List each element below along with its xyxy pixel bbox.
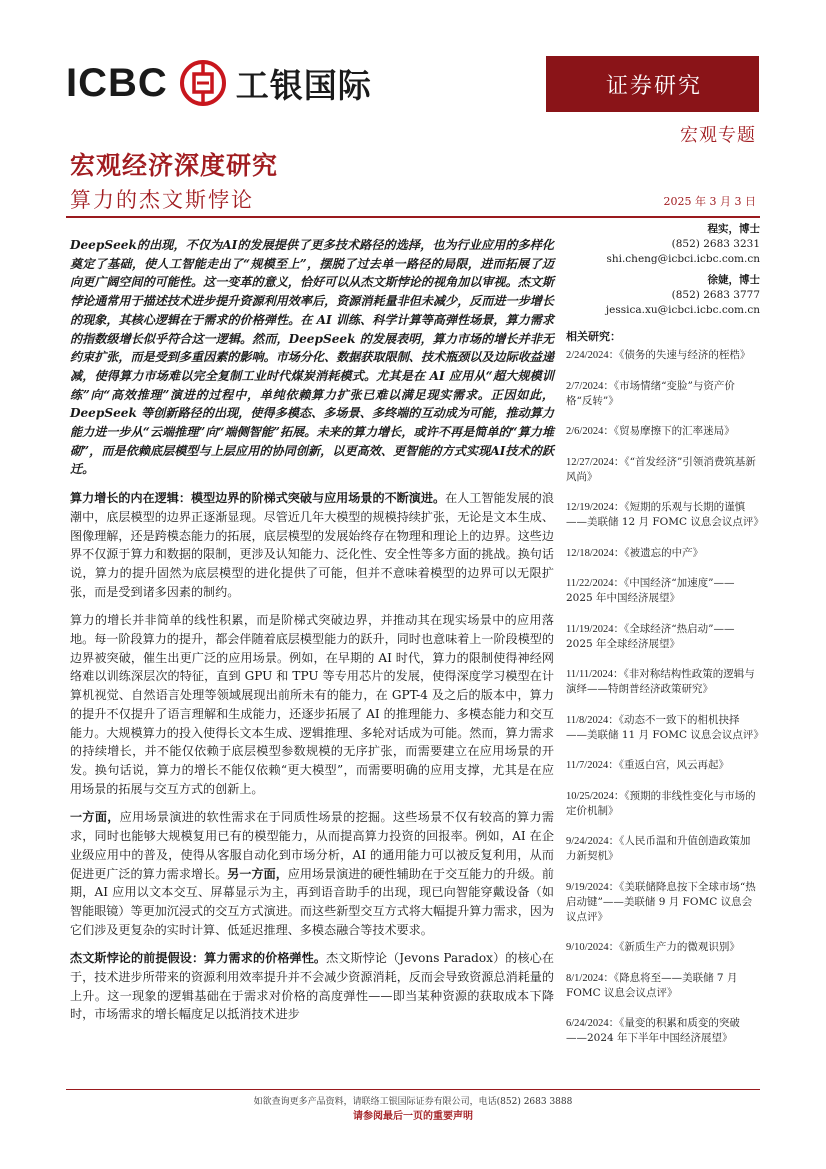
related-item-title: 《新质生产力的微观识别》 (619, 941, 740, 953)
related-item-title: 《全球经济“热启动”——2025 年全球经济展望》 (566, 622, 735, 650)
related-item-title: 《市场情绪“变脸”与资产价格“反转”》 (566, 379, 735, 407)
related-research-item[interactable] (566, 500, 764, 530)
related-research-item[interactable] (566, 758, 760, 773)
related-research-item[interactable] (566, 834, 760, 864)
author-phone: (852) 2683 3777 (671, 289, 760, 301)
report-category: 宏观专题 (680, 125, 756, 146)
related-research-item[interactable] (566, 940, 760, 955)
abstract-paragraph: DeepSeek的出现，不仅为AI的发展提供了更多技术路径的选择，也为行业应用的多样化奠定了基础，使人工智能走出了“规模至上”，摆脱了过去单一路径的局限，进而拓展了迈向更广阔空间的可能性。这一变革的意义，恰好可以从杰文斯悖论的视角加以审视。杰文斯悖论通常用于描述技术进步提升资源利用效率后，资源消耗量非但未减少，反而进一步增长的现象，其核心逻辑在于需求的价格弹性。在 AI 训练、科学计算等高弹性场景，算力需求的指数级增长似乎符合这一逻辑。然而，DeepSeek 的发展表明，算力市场的增长并非无约束扩张，而是受到多重因素的影响。市场分化、数据获取限制、技术瓶颈以及边际收益递减，使得算力市场难以完全复制工业时代煤炭消耗模式。尤其是在 AI 应用从“超大规模训练”向“高效推理”演进的过程中，单纯依赖算力扩张已难以满足现实需求。正因如此，DeepSeek 等创新路径的出现，使得多模态、多场景、多终端的互动成为可能，推动算力能力进一步从“云端推理”向“端侧智能”拓展。未来的算力增长，或许不再是简单的“算力堆砌”，而是依赖底层模型与上层应用的协同创新，以更高效、更智能的方式实现AI技术的跃迁。 (70, 238, 554, 477)
report-date: 2025 年 3 月 3 日 (663, 195, 756, 208)
related-research-item[interactable] (566, 455, 760, 485)
related-research-item[interactable] (566, 880, 760, 925)
related-item-date: 11/7/2024： (566, 760, 619, 771)
related-item-date: 2/24/2024： (566, 350, 620, 361)
related-item-title: 《预期的非线性变化与市场的定价机制》 (566, 789, 756, 817)
paragraph-1-body: 在人工智能发展的浪潮中，底层模型的边界正逐渐显现。尽管近几年大模型的规模持续扩张，无论是文本生成、图像理解，还是跨模态能力的拓展，底层模型的发展始终存在物理和理论上的边界。这些边界不仅源于算力和数据的限制，更涉及认知能力、泛化性、安全性等多方面的挑战。换句话说，算力的提升固然为底层模型的进化提供了可能，但并不意味着模型的边界可以无限扩张，而是受到诸多因素的制约。 (70, 491, 554, 599)
related-item-date: 9/19/2024： (566, 881, 620, 893)
related-item-date: 8/1/2024： (566, 972, 614, 984)
related-item-title: 《人民币温和升值创造政策加力新契机》 (566, 835, 751, 862)
main-column (70, 236, 554, 1034)
related-item-title: 《债务的失速与经济的桎梏》 (619, 349, 751, 361)
related-research-item[interactable] (566, 546, 760, 561)
paragraph-4-lead: 杰文斯悖论的前提假设：算力需求的价格弹性。 (70, 951, 327, 966)
report-subtitle: 算力的杰文斯悖论 (70, 188, 254, 212)
logo-en-text: ICBC (66, 60, 168, 105)
section-label-bar (546, 56, 759, 112)
author-name: 程实，博士 (707, 223, 760, 235)
related-research-item[interactable] (566, 789, 760, 819)
related-item-title: 《降息将至——美联储 7 月 FOMC 议息会议点评》 (566, 971, 738, 999)
author-block (566, 273, 760, 318)
related-research-item[interactable] (566, 348, 760, 363)
related-item-date: 11/22/2024： (566, 578, 624, 589)
related-research-item[interactable] (566, 971, 760, 1001)
related-item-title: 《重返白宫，风云再起》 (618, 759, 729, 771)
related-research-item[interactable] (566, 667, 760, 697)
author-name: 徐婕，博士 (707, 274, 760, 286)
related-item-date: 12/19/2024： (566, 502, 625, 513)
related-item-date: 9/24/2024： (566, 836, 620, 847)
related-item-date: 9/10/2024： (566, 942, 620, 953)
paragraph-1-lead: 算力增长的内在逻辑：模型边界的阶梯式突破与应用场景的不断演进。 (70, 491, 446, 506)
related-item-date: 12/27/2024： (566, 456, 625, 468)
related-research-title: 相关研究： (566, 330, 621, 343)
paragraph-3-lead: 一方面， (70, 810, 120, 825)
related-item-title: 《中国经济“加速度”——2025 年中国经济展望》 (566, 577, 735, 604)
logo-cn-text: 工银国际 (235, 65, 372, 105)
footer-divider (66, 1089, 760, 1090)
related-item-title: 《“首发经济”引领消费筑基新风尚》 (566, 455, 756, 483)
footer-disclaimer-note: 请参阅最后一页的重要声明 (353, 1111, 473, 1122)
paragraph-3-body-a: 应用场景演进的软性需求在于同质性场景的挖掘。这些场景不仅有较高的算力需求，同时也能够大规模复用已有的模型能力，从而提高算力投资的回报率。例如，AI 在企业级应用中的普及，使得从客服自动化到市场分析，AI 的通用能力可以被反复利用，从而促进更广泛的算力需求增长。 (70, 810, 554, 881)
related-item-date: 10/25/2024： (566, 790, 625, 802)
related-item-title: 《贸易摩擦下的汇率迷局》 (613, 425, 735, 437)
icbc-seal-icon (180, 60, 226, 106)
section-label: 证券研究 (606, 73, 703, 99)
related-item-date: 2/7/2024： (566, 380, 614, 392)
related-item-title: 《非对称结构性政策的逻辑与演绎——特朗普经济政策研究》 (566, 668, 755, 695)
related-item-title: 《被遗忘的中产》 (624, 546, 704, 559)
author-block (566, 222, 760, 267)
paragraph-3-mid-lead: 另一方面， (227, 866, 288, 881)
related-item-date: 12/18/2024： (566, 547, 625, 559)
author-email[interactable]: jessica.xu@icbci.icbc.com.cn (605, 304, 760, 316)
footer-contact: 如欲查询更多产品资料，请联络工银国际证券有限公司，电话(852) 2683 3888 (253, 1097, 573, 1107)
related-item-date: 11/8/2024： (566, 714, 619, 726)
paragraph-3-body-b: 应用场景演进的硬性辅助在于交互能力的升级。前期，AI 应用以文本交互、屏幕显示为主，再到语音助手的出现，现已向智能穿戴设备（如智能眼镜）等更加沉浸式的交互方式演进。而这些新型交互方式将大幅提升算力需求，因为它们涉及更复杂的实时计算、低延迟推理、多模态融合等技术要求。 (70, 866, 554, 937)
related-item-date: 11/11/2024： (566, 669, 624, 680)
related-item-date: 2/6/2024： (566, 426, 614, 437)
related-item-title: 《短期的乐观与长期的谨慎——美联储 12 月 FOMC 议息会议点评》 (566, 501, 764, 528)
related-research-item[interactable] (566, 1016, 760, 1046)
related-item-title: 《动态不一致下的相机抉择——美联储 11 月 FOMC 议息会议点评》 (566, 713, 764, 741)
author-phone: (852) 2683 3231 (671, 238, 760, 250)
paragraph-3 (70, 808, 554, 939)
related-item-date: 6/24/2024： (566, 1018, 620, 1029)
paragraph-1 (70, 489, 554, 601)
paragraph-4-body: 杰文斯悖论（Jevons Paradox）的核心在于，技术进步所带来的资源利用效率提升并不会减少资源消耗，反而会导致资源总消耗量的上升。这一现象的逻辑基础在于需求对价格的高度弹性——即当某种资源的获取成本下降时，市场需求的增长幅度足以抵消技术进步 (70, 951, 554, 1022)
related-research-list (566, 348, 764, 1046)
header-divider (66, 216, 760, 218)
paragraph-4 (70, 949, 554, 1024)
side-column (566, 222, 764, 1062)
related-item-title: 《美联储降息按下全球市场“热启动键”——美联储 9 月 FOMC 议息会议点评》 (566, 880, 756, 923)
related-research-item[interactable] (566, 713, 764, 743)
related-item-title: 《量变的积累和质变的突破——2024 年下半年中国经济展望》 (566, 1017, 740, 1044)
related-research-item[interactable] (566, 576, 760, 606)
related-research-item[interactable] (566, 622, 760, 652)
report-title: 宏观经济深度研究 (70, 151, 279, 180)
related-item-date: 11/19/2024： (566, 623, 624, 635)
author-email[interactable]: shi.cheng@icbci.icbc.com.cn (606, 253, 760, 265)
paragraph-2: 算力的增长并非简单的线性积累，而是阶梯式突破边界，并推动其在现实场景中的应用落地。每一阶段算力的提升，都会伴随着底层模型能力的跃升，同时也意味着上一阶段模型的边界被突破，催生出更广泛的应用场景。例如，在早期的 AI 时代，算力的限制使得神经网络难以训练深层次的特征，直到 GPU 和 TPU 等专用芯片的发展，使得深度学习模型在计算机视觉、自然语言处理等领域展现出前所未有的能力，在 GPT-4 及之后的版本中，算力的提升不仅提升了语言理解和生成能力，还逐步拓展了 AI 的推理能力、多模态能力和交互能力。大规模算力的投入使得长文本生成、逻辑推理、多轮对话成为可能。然而，算力需求的持续增长，并不能仅依赖于底层模型参数规模的无序扩张，而需要建立在应用场景的开发。换句话说，算力的增长不能仅依赖“更大模型”，而需要明确的应用支撑，尤其是在应用场景的拓展与交互方式的创新上。 (70, 613, 554, 796)
company-logo (66, 60, 372, 106)
related-research-item[interactable] (566, 379, 760, 409)
related-research-item[interactable] (566, 424, 760, 439)
